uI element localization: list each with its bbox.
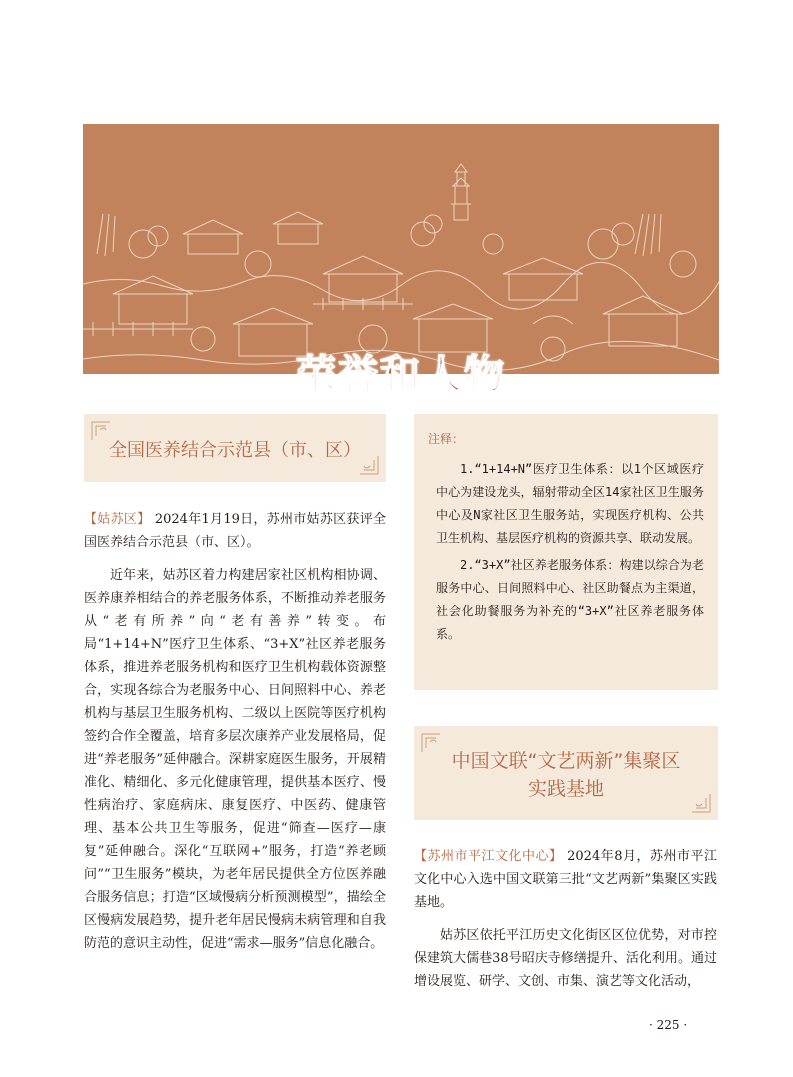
intro-text: 2024年8月，苏州市平江文化中心入选中国文联第三批“文艺两新”集聚区实践基地。 <box>414 849 717 910</box>
chapter-title: 荣誉和人物 <box>296 352 506 398</box>
section-header-box <box>414 726 718 820</box>
right-column <box>414 845 717 993</box>
note-item: 2.“3+X”社区养老服务体系：构建以综合为老服务中心、日间照料中心、社区助餐点为主渠道，社会化助餐服务为补充的“3+X”社区养老服务体系。 <box>436 558 704 641</box>
header-banner <box>83 124 719 398</box>
body-paragraph: 近年来，姑苏区着力构建居家社区机构相协调、医养康养相结合的养老服务体系，不断推动养老服务从“老有所养”向“老有善养”转变。布局“1+14+N”医疗卫生体系、“3+X”社区养老服务体系，推进养老服务机构和医疗卫生机构载体资源整合，实现各综合为老服务中心、日间照料中心、养老机构与基层卫生服务机构、二级以上医院等医疗机构签约合作全覆盖，培育多层次康养产业发展格局，促进“养老服务”延伸融合。深耕家庭医生服务，开展精准化、精细化、多元化健康管理，提供基本医疗、慢性病治疗、家庭病床、康复医疗、中医药、健康管理、基本公共卫生等服务，促进“筛查—医疗—康复”延伸融合。深化“互联网+”服务，打造“养老顾问”“卫生服务”模块，为老年居民提供全方位医养融合服务信息；打造“区域慢病分析预测模型”，描绘全区慢病发展趋势，提升老年居民慢病未病管理和自我防范的意识主动性，促进“需求—服务”信息化融合。 <box>84 568 386 951</box>
section-title-line2: 实践基地 <box>527 778 604 800</box>
garden-line-art <box>83 124 719 374</box>
intro-text: 2024年1月19日，苏州市姑苏区获评全国医养结合示范县（市、区）。 <box>84 512 386 550</box>
location-tag: 【姑苏区】 <box>84 512 151 527</box>
note-item: 1.“1+14+N”医疗卫生体系：以1个区域医疗中心为建设龙头，辐射带动全区14家社区卫生服务中心及N家社区卫生服务站，实现医疗机构、公共卫生机构、基层医疗机构的资源共享、联动发展。 <box>436 462 704 545</box>
intro-paragraph <box>84 508 386 554</box>
intro-paragraph <box>414 845 717 914</box>
body-paragraph: 姑苏区依托平江历史文化街区区位优势，对市控保建筑大儒巷38号昭庆寺修缮提升、活化利用。通过增设展览、研学、文创、市集、演艺等文化活动， <box>414 928 717 989</box>
section-title-line1: 中国文联“文艺两新”集聚区 <box>451 750 681 772</box>
location-tag: 【苏州市平江文化中心】 <box>414 849 563 864</box>
notes-label: 注释： <box>428 432 465 446</box>
left-column <box>84 508 386 955</box>
notes-box <box>414 414 718 690</box>
notes-content <box>436 458 704 646</box>
section-title: 全国医养结合示范县（市、区） <box>109 440 361 461</box>
section-header-box <box>84 414 386 482</box>
page-number: · 225 · <box>649 1018 688 1032</box>
